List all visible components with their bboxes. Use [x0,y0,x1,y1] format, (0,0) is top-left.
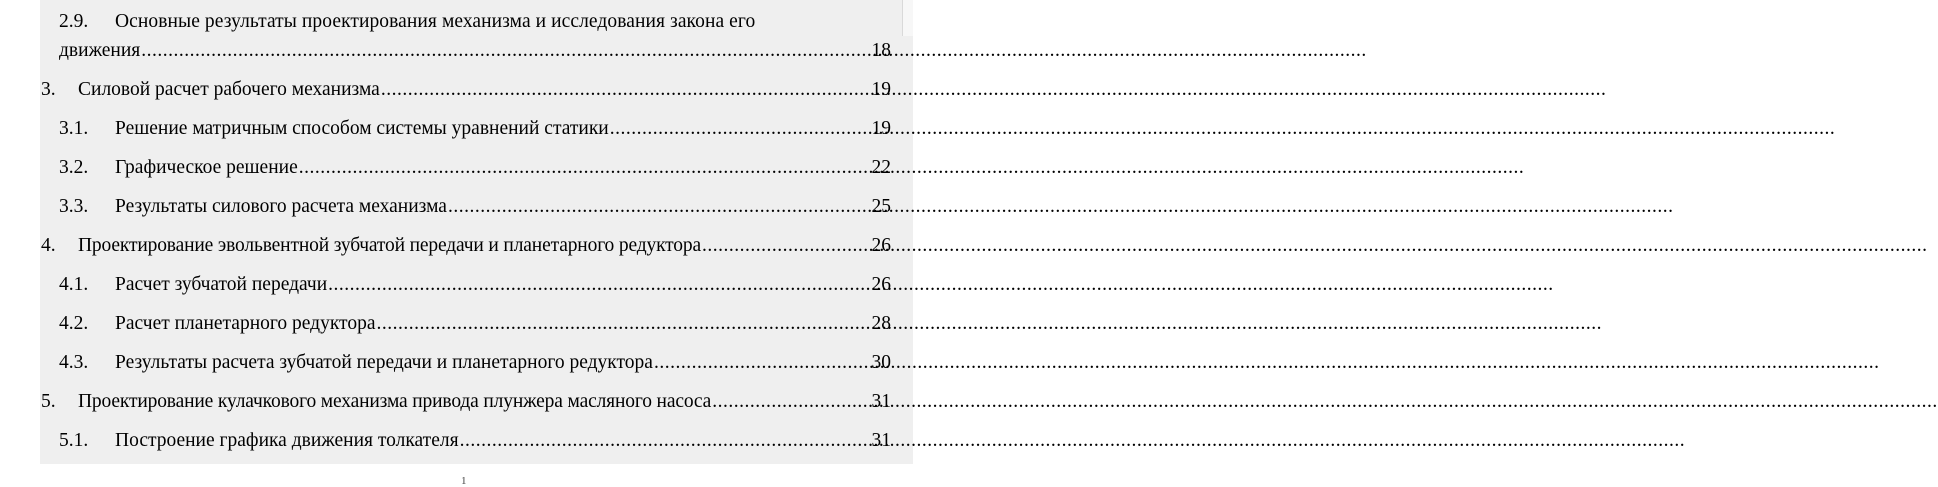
toc-entry-title-continuation: движения [59,40,141,61]
toc-entry-4[interactable] [41,234,891,258]
toc-entry-title: Решение матричным способом системы уравнений статики [115,118,609,139]
toc-entry-title: Силовой расчет рабочего механизма [78,79,380,100]
toc-entry-number: 4.3. [59,352,89,373]
page-number-footer: 1 [461,475,467,487]
toc-entry-title: Расчет планетарного редуктора [115,313,376,334]
toc-entry-number: 5.1. [59,430,89,451]
toc-entry-3-2[interactable] [59,156,891,180]
toc-page-number: 31 [871,430,891,451]
toc-page-number: 19 [871,79,891,100]
toc-entry-number: 3.3. [59,196,89,217]
toc-entry-title: Расчет зубчатой передачи [115,274,328,295]
toc-entry-number: 3.2. [59,157,89,178]
toc-entry-2-9-continuation[interactable] [59,39,891,63]
toc-entry-number: 4.1. [59,274,89,295]
toc-leader-dots [299,156,867,180]
toc-leader-dots [141,39,866,63]
toc-entry-title: Графическое решение [115,157,298,178]
toc-entry-4-2[interactable] [59,312,891,336]
toc-page-number: 18 [871,40,891,61]
toc-entry-number: 3.1. [59,118,89,139]
toc-page-number: 28 [871,313,891,334]
toc-entry-title: Проектирование кулачкового механизма привода плунжера масляного насоса [78,391,712,412]
toc-entry-3-3[interactable] [59,195,891,219]
toc-entry-title: Проектирование эвольвентной зубчатой передачи и планетарного редуктора [78,235,701,256]
toc-page-number: 22 [871,157,891,178]
toc-entry-title: Построение графика движения толкателя [115,430,459,451]
toc-entry-4-1[interactable] [59,273,891,297]
toc-entry-3[interactable] [41,78,891,102]
toc-entry-5-1[interactable] [59,429,891,453]
toc-entry-number: 3. [41,79,56,100]
toc-leader-dots [654,351,867,375]
toc-entry-title: Основные результаты проектирования механизма и исследования закона его [115,11,756,32]
toc-entry-number: 4. [41,235,56,256]
toc-page-number: 25 [871,196,891,217]
toc-entry-2-9[interactable] [59,10,891,34]
toc-leader-dots [328,273,866,297]
toc-entry-title: Результаты расчета зубчатой передачи и планетарного редуктора [115,352,653,373]
toc-leader-dots [381,78,867,102]
toc-leader-dots [712,390,866,414]
toc-page-number: 26 [871,274,891,295]
toc-entry-number: 5. [41,391,56,412]
toc-page-number: 31 [871,391,891,412]
toc-entry-4-3[interactable] [59,351,891,375]
toc-entry-number: 2.9. [59,11,89,32]
toc-leader-dots [610,117,867,141]
toc-entry-title: Результаты силового расчета механизма [115,196,447,217]
toc-page-number: 19 [871,118,891,139]
toc-entry-5[interactable] [41,390,891,414]
toc-entry-3-1[interactable] [59,117,891,141]
toc-entry-number: 4.2. [59,313,89,334]
page-edge [902,0,913,36]
toc-leader-dots [460,429,867,453]
toc-leader-dots [376,312,866,336]
toc-page-number: 30 [871,352,891,373]
toc-page-number: 26 [871,235,891,256]
toc-leader-dots [448,195,867,219]
toc-leader-dots [702,234,867,258]
